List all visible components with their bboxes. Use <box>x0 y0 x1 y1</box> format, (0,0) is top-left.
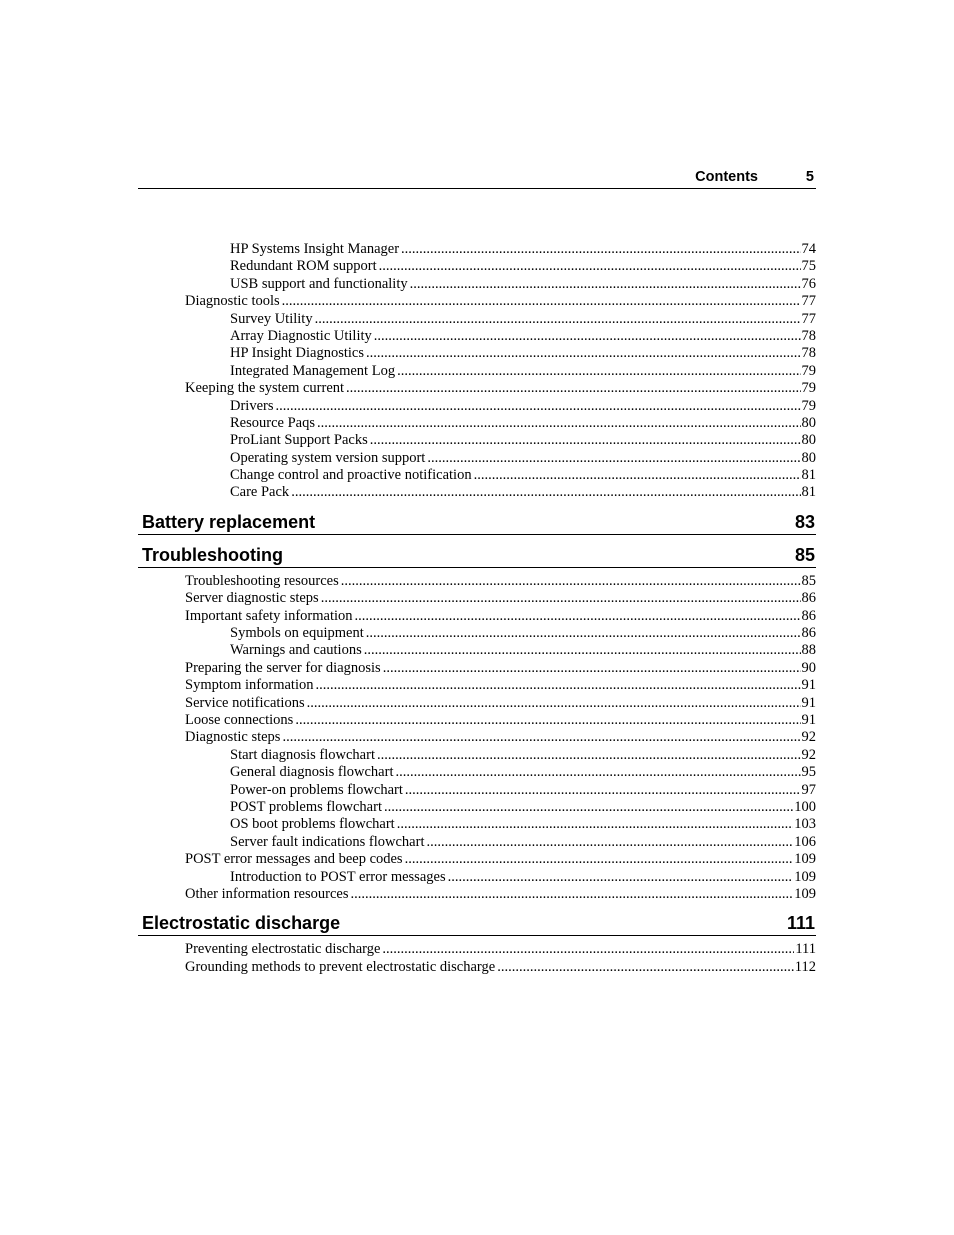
entry-title: POST problems flowchart <box>230 798 382 815</box>
entry-title: Change control and proactive notification <box>230 467 472 484</box>
entry-title: Start diagnosis flowchart <box>230 746 375 763</box>
dot-leader <box>315 311 801 328</box>
entry-page-number: 92 <box>801 729 816 746</box>
toc-entry[interactable] <box>138 941 816 958</box>
entry-page-number: 86 <box>801 590 816 607</box>
entry-page-number: 78 <box>801 345 816 362</box>
entry-title: Loose connections <box>185 711 294 728</box>
entry-title: Preparing the server for diagnosis <box>185 659 381 676</box>
entry-page-number: 79 <box>801 380 816 397</box>
entry-title: HP Insight Diagnostics <box>230 345 364 362</box>
entry-page-number: 91 <box>801 694 816 711</box>
chapter-title: Battery replacement <box>142 511 316 532</box>
toc-entry[interactable] <box>138 869 816 886</box>
toc-entry[interactable] <box>138 328 816 345</box>
dot-leader <box>366 345 801 362</box>
dot-leader <box>370 432 801 449</box>
entry-page-number: 103 <box>794 816 816 833</box>
toc-entry[interactable] <box>138 398 816 415</box>
dot-leader <box>405 851 794 868</box>
entry-title: Introduction to POST error messages <box>230 868 446 885</box>
toc-entry[interactable] <box>138 729 816 746</box>
dot-leader <box>497 959 794 976</box>
entry-page-number: 79 <box>801 362 816 379</box>
entry-title: Troubleshooting resources <box>185 572 339 589</box>
toc-entry[interactable] <box>138 764 816 781</box>
entry-page-number: 92 <box>801 746 816 763</box>
entry-title: Warnings and cautions <box>230 642 362 659</box>
toc-entry[interactable] <box>138 432 816 449</box>
entry-title: General diagnosis flowchart <box>230 764 394 781</box>
toc-entry[interactable] <box>138 258 816 275</box>
entry-page-number: 80 <box>801 449 816 466</box>
dot-leader <box>426 834 793 851</box>
entry-page-number: 85 <box>801 572 816 589</box>
dot-leader <box>397 363 800 380</box>
header-title: Contents <box>695 169 758 185</box>
dot-leader <box>397 816 794 833</box>
entry-page-number: 111 <box>795 941 816 958</box>
toc-entry[interactable] <box>138 782 816 799</box>
dot-leader <box>383 660 801 677</box>
toc-entry[interactable] <box>138 660 816 677</box>
dot-leader <box>317 415 801 432</box>
chapter-page-number: 111 <box>786 913 815 934</box>
dot-leader <box>395 764 800 781</box>
entry-title: POST error messages and beep codes <box>185 851 403 868</box>
entry-page-number: 81 <box>801 484 816 501</box>
dot-leader <box>295 712 800 729</box>
entry-title: Array Diagnostic Utility <box>230 327 372 344</box>
entry-page-number: 74 <box>801 241 816 257</box>
dot-leader <box>382 941 794 958</box>
entry-title: Symbols on equipment <box>230 625 364 642</box>
entry-title: Other information resources <box>185 885 349 902</box>
entry-page-number: 75 <box>801 258 816 275</box>
toc-entry[interactable] <box>138 293 816 310</box>
dot-leader <box>364 642 801 659</box>
dot-leader <box>448 869 794 886</box>
toc-entry[interactable] <box>138 816 816 833</box>
toc-entry[interactable] <box>138 799 816 816</box>
toc-entry[interactable] <box>138 276 816 293</box>
entry-title: Server diagnostic steps <box>185 590 319 607</box>
dot-leader <box>350 886 793 903</box>
dot-leader <box>291 484 800 501</box>
dot-leader <box>321 590 801 607</box>
entry-page-number: 97 <box>801 781 816 798</box>
toc-entry[interactable] <box>138 345 816 362</box>
toc-entry[interactable] <box>138 608 816 625</box>
dot-leader <box>384 799 793 816</box>
toc-entry[interactable] <box>138 677 816 694</box>
dot-leader <box>355 608 801 625</box>
dot-leader <box>346 380 800 397</box>
entry-page-number: 106 <box>794 833 816 850</box>
toc-entry[interactable] <box>138 851 816 868</box>
entry-page-number: 91 <box>801 677 816 694</box>
entry-title: Keeping the system current <box>185 380 345 397</box>
entry-title: Power-on problems flowchart <box>230 781 403 798</box>
entry-page-number: 81 <box>801 467 816 484</box>
entry-page-number: 80 <box>801 432 816 449</box>
entry-page-number: 112 <box>794 958 816 975</box>
page-header <box>138 168 816 189</box>
chapter-title: Electrostatic discharge <box>142 913 341 934</box>
entry-title: Service notifications <box>185 694 305 711</box>
entry-page-number: 86 <box>801 607 816 624</box>
chapter-page-number: 83 <box>794 511 815 532</box>
toc-entry[interactable] <box>138 415 816 432</box>
toc-entry[interactable] <box>138 363 816 380</box>
entry-page-number: 80 <box>801 414 816 431</box>
toc-entry[interactable] <box>138 642 816 659</box>
toc-chapter-heading[interactable] <box>138 910 816 936</box>
entry-page-number: 91 <box>801 711 816 728</box>
entry-title: Operating system version support <box>230 449 426 466</box>
toc-entry[interactable] <box>138 380 816 397</box>
entry-title: Redundant ROM support <box>230 258 377 275</box>
dot-leader <box>366 625 801 642</box>
entry-title: Survey Utility <box>230 310 313 327</box>
toc-entry[interactable] <box>138 484 816 501</box>
entry-page-number: 77 <box>801 293 816 310</box>
dot-leader <box>405 782 801 799</box>
dot-leader <box>282 293 801 310</box>
dot-leader <box>379 258 801 275</box>
entry-title: Symptom information <box>185 677 314 694</box>
toc-entry[interactable] <box>138 695 816 712</box>
entry-page-number: 88 <box>801 642 816 659</box>
dot-leader <box>374 328 801 345</box>
entry-title: Diagnostic tools <box>185 293 280 310</box>
toc-entry[interactable] <box>138 573 816 590</box>
toc-entry[interactable] <box>138 959 816 976</box>
toc-entry[interactable] <box>138 467 816 484</box>
entry-title: USB support and functionality <box>230 275 408 292</box>
chapter-page-number: 85 <box>794 544 815 565</box>
dot-leader <box>377 747 801 764</box>
dot-leader <box>276 398 801 415</box>
entry-title: Integrated Management Log <box>230 362 396 379</box>
toc-entry[interactable] <box>138 450 816 467</box>
entry-page-number: 77 <box>801 310 816 327</box>
toc-entry[interactable] <box>138 712 816 729</box>
dot-leader <box>401 241 800 258</box>
toc-chapter-heading[interactable] <box>138 509 816 535</box>
dot-leader <box>282 729 800 746</box>
entry-title: ProLiant Support Packs <box>230 432 368 449</box>
entry-page-number: 79 <box>801 397 816 414</box>
dot-leader <box>474 467 801 484</box>
entry-page-number: 76 <box>801 275 816 292</box>
entry-title: Care Pack <box>230 484 290 501</box>
toc-chapter-heading[interactable] <box>138 542 816 568</box>
entry-page-number: 95 <box>801 764 816 781</box>
entry-title: Grounding methods to prevent electrostatic discharge <box>185 958 496 975</box>
entry-title: Resource Paqs <box>230 414 315 431</box>
toc-entry[interactable] <box>138 590 816 607</box>
entry-title: HP Systems Insight Manager <box>230 241 400 257</box>
entry-page-number: 86 <box>801 625 816 642</box>
entry-title: Diagnostic steps <box>185 729 281 746</box>
dot-leader <box>307 695 801 712</box>
toc-entry[interactable] <box>138 834 816 851</box>
entry-title: Preventing electrostatic discharge <box>185 941 381 958</box>
table-of-contents <box>138 241 816 976</box>
chapter-title: Troubleshooting <box>142 544 283 565</box>
entry-title: Important safety information <box>185 607 353 624</box>
toc-entry[interactable] <box>138 625 816 642</box>
dot-leader <box>315 677 800 694</box>
entry-page-number: 78 <box>801 327 816 344</box>
toc-entry[interactable] <box>138 886 816 903</box>
entry-page-number: 109 <box>794 868 816 885</box>
toc-entry[interactable] <box>138 747 816 764</box>
header-page-number: 5 <box>805 169 814 185</box>
entry-page-number: 109 <box>794 885 816 902</box>
toc-entry[interactable] <box>138 241 816 258</box>
toc-entry[interactable] <box>138 311 816 328</box>
entry-page-number: 100 <box>794 798 816 815</box>
entry-page-number: 90 <box>801 659 816 676</box>
dot-leader <box>427 450 800 467</box>
entry-title: Server fault indications flowchart <box>230 833 425 850</box>
entry-title: Drivers <box>230 397 274 414</box>
entry-page-number: 109 <box>794 851 816 868</box>
dot-leader <box>341 573 801 590</box>
entry-title: OS boot problems flowchart <box>230 816 395 833</box>
dot-leader <box>410 276 801 293</box>
